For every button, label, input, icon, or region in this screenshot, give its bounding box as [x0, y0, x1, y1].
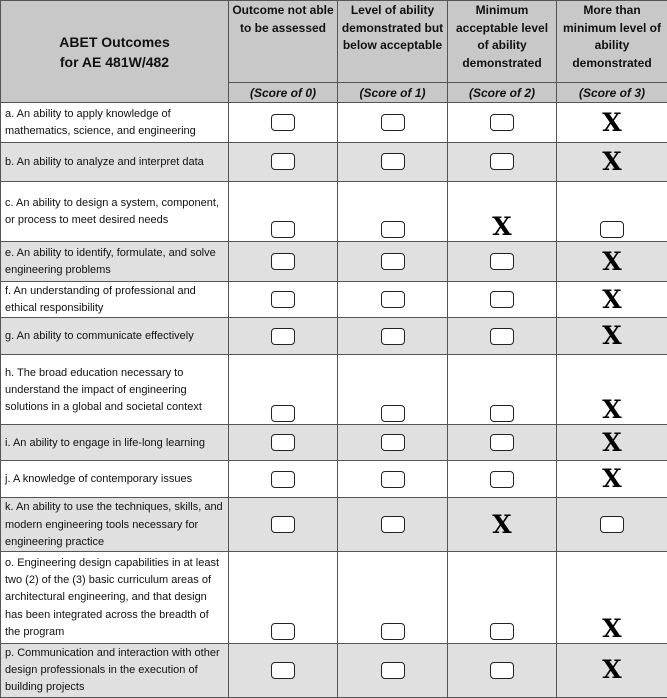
score-cell-2 — [448, 425, 557, 461]
table-row — [1, 143, 667, 182]
checkbox-icon[interactable] — [381, 153, 405, 170]
table-row — [1, 242, 667, 282]
checkbox-icon[interactable] — [490, 471, 514, 488]
score-cell-2 — [448, 143, 557, 182]
score-cell-0 — [229, 498, 338, 552]
score-cell-3 — [557, 425, 667, 461]
score-cell-2 — [448, 318, 557, 355]
score-cell-3 — [557, 143, 667, 182]
outcome-label: i. An ability to engage in life-long learning — [1, 425, 229, 461]
column-header-score-1: Level of ability demonstrated but below acceptable — [338, 1, 448, 83]
outcome-label: e. An ability to identify, formulate, and solve engineering problems — [1, 242, 229, 282]
checkbox-icon[interactable] — [271, 434, 295, 451]
score-cell-1 — [338, 461, 448, 498]
score-cell-0 — [229, 644, 338, 698]
score-cell-2 — [448, 242, 557, 282]
score-cell-1 — [338, 143, 448, 182]
checkbox-icon[interactable] — [381, 253, 405, 270]
score-cell-0 — [229, 552, 338, 644]
score-cell-1 — [338, 318, 448, 355]
checkbox-icon[interactable] — [271, 114, 295, 131]
score-cell-3 — [557, 242, 667, 282]
score-cell-1 — [338, 182, 448, 242]
checkbox-icon[interactable] — [381, 623, 405, 640]
score-cell-0 — [229, 318, 338, 355]
score-cell-1 — [338, 282, 448, 318]
x-mark-icon[interactable]: X — [602, 467, 621, 491]
checkbox-icon[interactable] — [271, 471, 295, 488]
x-mark-icon[interactable]: X — [602, 111, 621, 135]
score-cell-1 — [338, 242, 448, 282]
x-mark-icon[interactable]: X — [602, 617, 621, 641]
x-mark-icon[interactable]: X — [602, 658, 621, 682]
table-title — [1, 1, 229, 103]
outcome-label: c. An ability to design a system, component, or process to meet desired needs — [1, 182, 229, 242]
score-label-3: (Score of 3) — [557, 83, 667, 103]
checkbox-icon[interactable] — [271, 221, 295, 238]
x-mark-icon[interactable]: X — [602, 324, 621, 348]
score-cell-3 — [557, 552, 667, 644]
score-cell-1 — [338, 644, 448, 698]
checkbox-icon[interactable] — [271, 253, 295, 270]
table-row — [1, 461, 667, 498]
checkbox-icon[interactable] — [381, 114, 405, 131]
table-row — [1, 182, 667, 242]
x-mark-icon[interactable]: X — [602, 288, 621, 312]
score-cell-0 — [229, 182, 338, 242]
checkbox-icon[interactable] — [490, 153, 514, 170]
score-label-1: (Score of 1) — [338, 83, 448, 103]
outcome-label: k. An ability to use the techniques, skills, and modern engineering tools necessary for engineering practice — [1, 498, 229, 552]
score-cell-2 — [448, 498, 557, 552]
score-cell-3 — [557, 318, 667, 355]
table-row — [1, 318, 667, 355]
score-cell-3 — [557, 644, 667, 698]
score-cell-2 — [448, 461, 557, 498]
outcome-label: j. A knowledge of contemporary issues — [1, 461, 229, 498]
score-cell-2 — [448, 182, 557, 242]
checkbox-icon[interactable] — [490, 623, 514, 640]
checkbox-icon[interactable] — [381, 434, 405, 451]
x-mark-icon[interactable]: X — [602, 150, 621, 174]
x-mark-icon[interactable]: X — [602, 250, 621, 274]
score-cell-2 — [448, 103, 557, 143]
score-cell-1 — [338, 103, 448, 143]
outcome-label: a. An ability to apply knowledge of mathematics, science, and engineering — [1, 103, 229, 143]
table-row — [1, 282, 667, 318]
score-cell-0 — [229, 425, 338, 461]
x-mark-icon[interactable]: X — [602, 431, 621, 455]
checkbox-icon[interactable] — [490, 662, 514, 679]
score-label-2: (Score of 2) — [448, 83, 557, 103]
score-cell-2 — [448, 282, 557, 318]
checkbox-icon[interactable] — [490, 114, 514, 131]
outcome-label: g. An ability to communicate effectively — [1, 318, 229, 355]
checkbox-icon[interactable] — [271, 291, 295, 308]
score-label-0: (Score of 0) — [229, 83, 338, 103]
score-cell-3 — [557, 498, 667, 552]
checkbox-icon[interactable] — [490, 328, 514, 345]
checkbox-icon[interactable] — [490, 434, 514, 451]
checkbox-icon[interactable] — [381, 328, 405, 345]
column-header-score-0: Outcome not able to be assessed — [229, 1, 338, 83]
score-cell-0 — [229, 355, 338, 425]
checkbox-icon[interactable] — [271, 405, 295, 422]
table-row — [1, 644, 667, 698]
score-cell-0 — [229, 461, 338, 498]
checkbox-icon[interactable] — [381, 662, 405, 679]
checkbox-icon[interactable] — [381, 405, 405, 422]
column-header-score-3: More than minimum level of ability demonstrated — [557, 1, 667, 83]
checkbox-icon[interactable] — [490, 291, 514, 308]
score-cell-2 — [448, 552, 557, 644]
checkbox-icon[interactable] — [271, 153, 295, 170]
checkbox-icon[interactable] — [271, 516, 295, 533]
checkbox-icon[interactable] — [381, 471, 405, 488]
checkbox-icon[interactable] — [490, 253, 514, 270]
checkbox-icon[interactable] — [271, 662, 295, 679]
checkbox-icon[interactable] — [600, 516, 624, 533]
outcome-label: o. Engineering design capabilities in at least two (2) of the (3) basic curriculum areas of architectural engineering, and that design has been integrated across the breadth of the program — [1, 552, 229, 644]
score-cell-3 — [557, 103, 667, 143]
checkbox-icon[interactable] — [490, 405, 514, 422]
score-cell-0 — [229, 103, 338, 143]
outcome-rows — [1, 103, 667, 698]
table-row — [1, 425, 667, 461]
column-header-score-2: Minimum acceptable level of ability demonstrated — [448, 1, 557, 83]
score-cell-1 — [338, 355, 448, 425]
table-title-line-1: ABET Outcomes — [1, 32, 228, 52]
outcome-label: h. The broad education necessary to understand the impact of engineering solutions in a global and societal context — [1, 355, 229, 425]
score-cell-1 — [338, 425, 448, 461]
table-row — [1, 498, 667, 552]
score-cell-3 — [557, 355, 667, 425]
outcome-label: p. Communication and interaction with other design professionals in the execution of building projects — [1, 644, 229, 698]
table-row — [1, 103, 667, 143]
score-cell-3 — [557, 461, 667, 498]
checkbox-icon[interactable] — [381, 516, 405, 533]
score-cell-3 — [557, 182, 667, 242]
score-cell-0 — [229, 143, 338, 182]
outcome-label: f. An understanding of professional and ethical responsibility — [1, 282, 229, 318]
score-cell-0 — [229, 282, 338, 318]
checkbox-icon[interactable] — [271, 328, 295, 345]
score-cell-2 — [448, 644, 557, 698]
x-mark-icon[interactable]: X — [602, 398, 621, 422]
checkbox-icon[interactable] — [271, 623, 295, 640]
table-row — [1, 355, 667, 425]
checkbox-icon[interactable] — [381, 291, 405, 308]
score-cell-3 — [557, 282, 667, 318]
score-cell-1 — [338, 498, 448, 552]
checkbox-icon[interactable] — [381, 221, 405, 238]
score-cell-1 — [338, 552, 448, 644]
score-cell-2 — [448, 355, 557, 425]
x-mark-icon[interactable]: X — [492, 215, 511, 239]
score-cell-0 — [229, 242, 338, 282]
table-row — [1, 552, 667, 644]
checkbox-icon[interactable] — [600, 221, 624, 238]
outcome-label: b. An ability to analyze and interpret data — [1, 143, 229, 182]
x-mark-icon[interactable]: X — [492, 513, 511, 537]
table-title-line-2: for AE 481W/482 — [1, 52, 228, 72]
